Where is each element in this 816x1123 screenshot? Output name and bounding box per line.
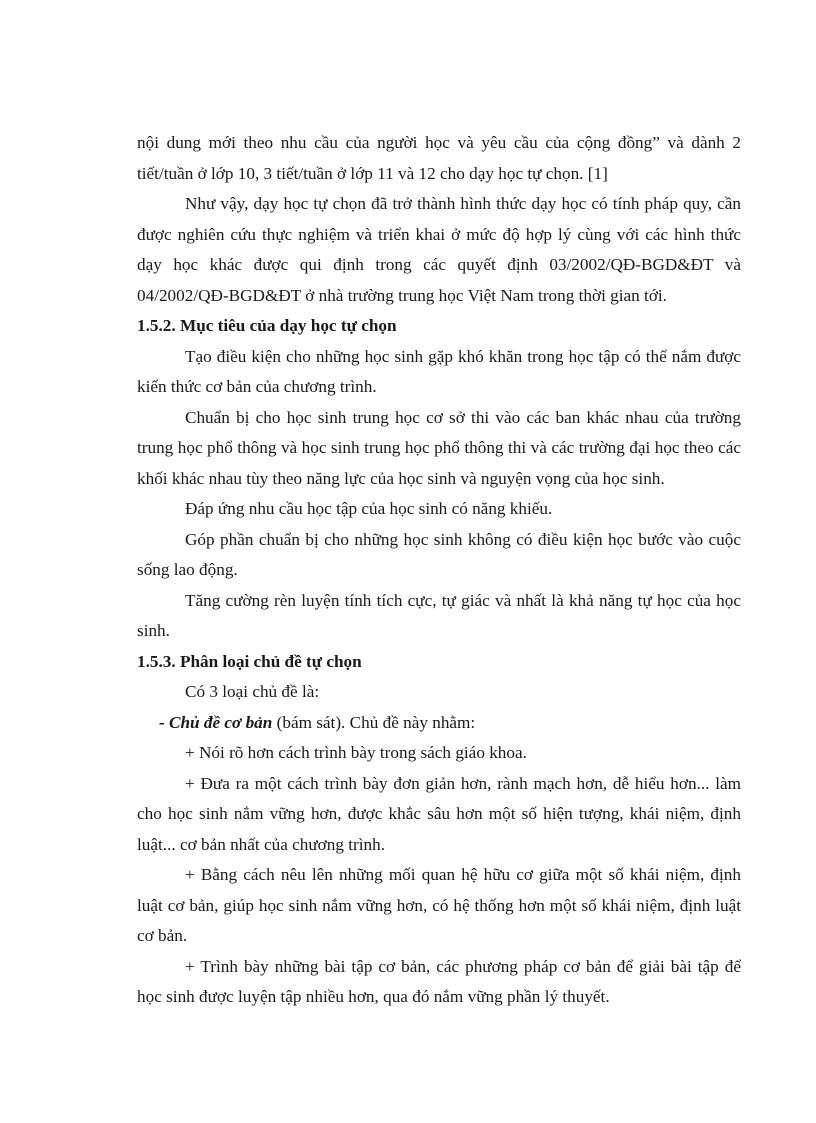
paragraph-point-3: + Bằng cách nêu lên những mối quan hệ hữu cơ giữa một số khái niệm, định luật cơ bản, giúp học sinh nắm vững hơn, có hệ thống hơn một số khái niệm, định luật cơ bản. bbox=[137, 865, 741, 945]
basic-topic-description: (bám sát). Chủ đề này nhằm: bbox=[272, 712, 476, 732]
paragraph-goal-5: Tăng cường rèn luyện tính tích cực, tự giác và nhất là khả năng tự học của học sinh. bbox=[137, 590, 741, 640]
paragraph-continuation: nội dung mới theo nhu cầu của người học và yêu cầu của cộng đồng” và dành 2 tiết/tuần ở lớp 10, 3 tiết/tuần ở lớp 11 và 12 cho dạy học tự chọn. [1] bbox=[137, 133, 741, 183]
paragraph-goal-2: Chuẩn bị cho học sinh trung học cơ sở thi vào các ban khác nhau của trường trung học phổ thông và học sinh trung học phổ thông thi và các trường đại học theo các khối khác nhau tùy theo năng lực của học sinh và nguyện vọng của học sinh. bbox=[137, 407, 741, 488]
paragraph-point-4: + Trình bày những bài tập cơ bản, các phương pháp cơ bản để giải bài tập để học sinh được luyện tập nhiều hơn, qua đó nắm vững phần lý thuyết. bbox=[137, 956, 741, 1006]
paragraph-intro-types: Có 3 loại chủ đề là: bbox=[185, 682, 320, 701]
paragraph-point-1: + Nói rõ hơn cách trình bày trong sách giáo khoa. bbox=[185, 743, 527, 762]
paragraph-goal-3: Đáp ứng nhu cầu học tập của học sinh có năng khiếu. bbox=[185, 499, 553, 518]
paragraph-legal-status: Như vậy, dạy học tự chọn đã trở thành hình thức dạy học có tính pháp quy, cần được nghiên cứu thực nghiệm và triển khai ở mức độ hợp lý cùng với các hình thức dạy học khác được qui định trong các quyết định 03/2002/QĐ-BGD&ĐT và 04/2002/QĐ-BGD&ĐT ở nhà trường trung học Việt Nam trong thời gian tới. bbox=[137, 194, 741, 305]
paragraph-goal-1: Tạo điều kiện cho những học sinh gặp khó khăn trong học tập có thể nắm được kiến thức cơ bản của chương trình. bbox=[137, 346, 741, 396]
paragraph-goal-4: Góp phần chuẩn bị cho những học sinh không có điều kiện học bước vào cuộc sống lao động. bbox=[137, 529, 741, 579]
paragraph-point-2: + Đưa ra một cách trình bày đơn giản hơn, rành mạch hơn, dễ hiểu hơn... làm cho học sinh nắm vững hơn, được khắc sâu hơn một số hiện tượng, khái niệm, định luật... cơ bản nhất của chương trình. bbox=[137, 773, 741, 854]
basic-topic-label: - Chủ đề cơ bản bbox=[159, 712, 273, 732]
section-heading-1-5-3: 1.5.3. Phân loại chủ đề tự chọn bbox=[137, 651, 362, 671]
paragraph-basic-topic bbox=[137, 708, 741, 739]
section-heading-1-5-2: 1.5.2. Mục tiêu của dạy học tự chọn bbox=[137, 316, 397, 335]
document-page bbox=[137, 128, 741, 1013]
